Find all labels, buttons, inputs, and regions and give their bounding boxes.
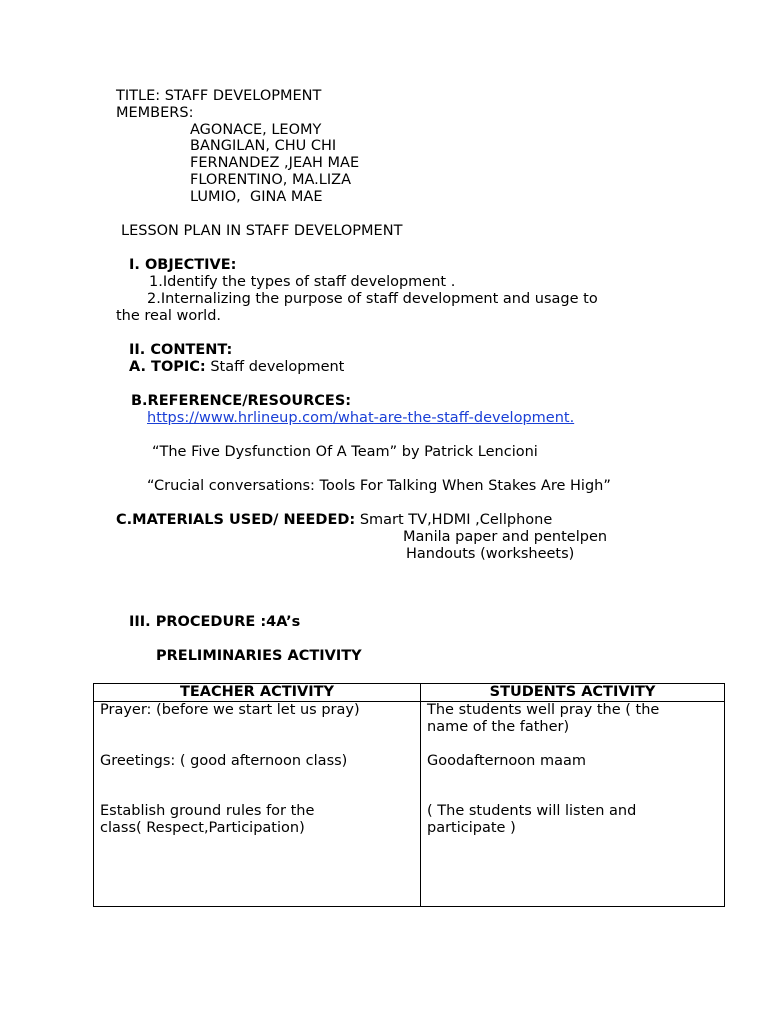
teacher-entry: Prayer: (before we start let us pray)	[100, 702, 360, 718]
member-name: LUMIO, GINA MAE	[190, 189, 323, 205]
teacher-entry: Greetings: ( good afternoon class)	[100, 753, 348, 769]
content-heading: II. CONTENT:	[129, 342, 233, 358]
member-name: BANGILAN, CHU CHI	[190, 138, 337, 154]
table-row	[94, 702, 725, 907]
reference-book-2: “Crucial conversations: Tools For Talking When Stakes Are High”	[147, 478, 611, 494]
topic-line	[129, 359, 344, 376]
members-label: MEMBERS:	[116, 105, 194, 121]
preliminaries-heading: PRELIMINARIES ACTIVITY	[156, 648, 362, 664]
materials-line	[116, 512, 552, 529]
student-entry: The students well pray the ( the name of the father)	[427, 702, 660, 735]
teacher-activity-cell	[94, 702, 421, 907]
objective-heading: I. OBJECTIVE:	[129, 257, 237, 273]
document-title: TITLE: STAFF DEVELOPMENT	[116, 88, 322, 104]
topic-label: A. TOPIC:	[129, 359, 206, 375]
table-header-row	[94, 684, 725, 702]
reference-heading: B.REFERENCE/RESOURCES:	[131, 393, 352, 409]
materials-item: Handouts (worksheets)	[406, 546, 575, 562]
materials-label: C.MATERIALS USED/ NEEDED:	[116, 512, 356, 528]
member-name: AGONACE, LEOMY	[190, 122, 322, 138]
students-activity-header: STUDENTS ACTIVITY	[421, 684, 725, 702]
topic-value: Staff development	[205, 359, 345, 375]
member-name: FLORENTINO, MA.LIZA	[190, 172, 352, 188]
reference-link[interactable]: https://www.hrlineup.com/what-are-the-staff-development.	[147, 410, 575, 426]
member-name: FERNANDEZ ,JEAH MAE	[190, 155, 360, 171]
activity-table	[93, 683, 725, 907]
materials-item: Smart TV,HDMI ,Cellphone	[355, 512, 553, 528]
teacher-activity-header: TEACHER ACTIVITY	[94, 684, 421, 702]
procedure-heading: III. PROCEDURE :4A’s	[129, 614, 301, 630]
reference-book-1: “The Five Dysfunction Of A Team” by Patrick Lencioni	[152, 444, 538, 460]
objective-item-2: 2.Internalizing the purpose of staff development and usage to	[147, 291, 598, 307]
objective-item-2-continued: the real world.	[116, 308, 222, 324]
student-entry: ( The students will listen and participate )	[427, 803, 637, 836]
lesson-plan-title: LESSON PLAN IN STAFF DEVELOPMENT	[121, 223, 403, 239]
student-entry: Goodafternoon maam	[427, 753, 586, 769]
materials-item: Manila paper and pentelpen	[403, 529, 608, 545]
objective-item-1: 1.Identify the types of staff development .	[149, 274, 456, 290]
teacher-entry: Establish ground rules for the class( Respect,Participation)	[100, 803, 315, 836]
students-activity-cell	[421, 702, 725, 907]
